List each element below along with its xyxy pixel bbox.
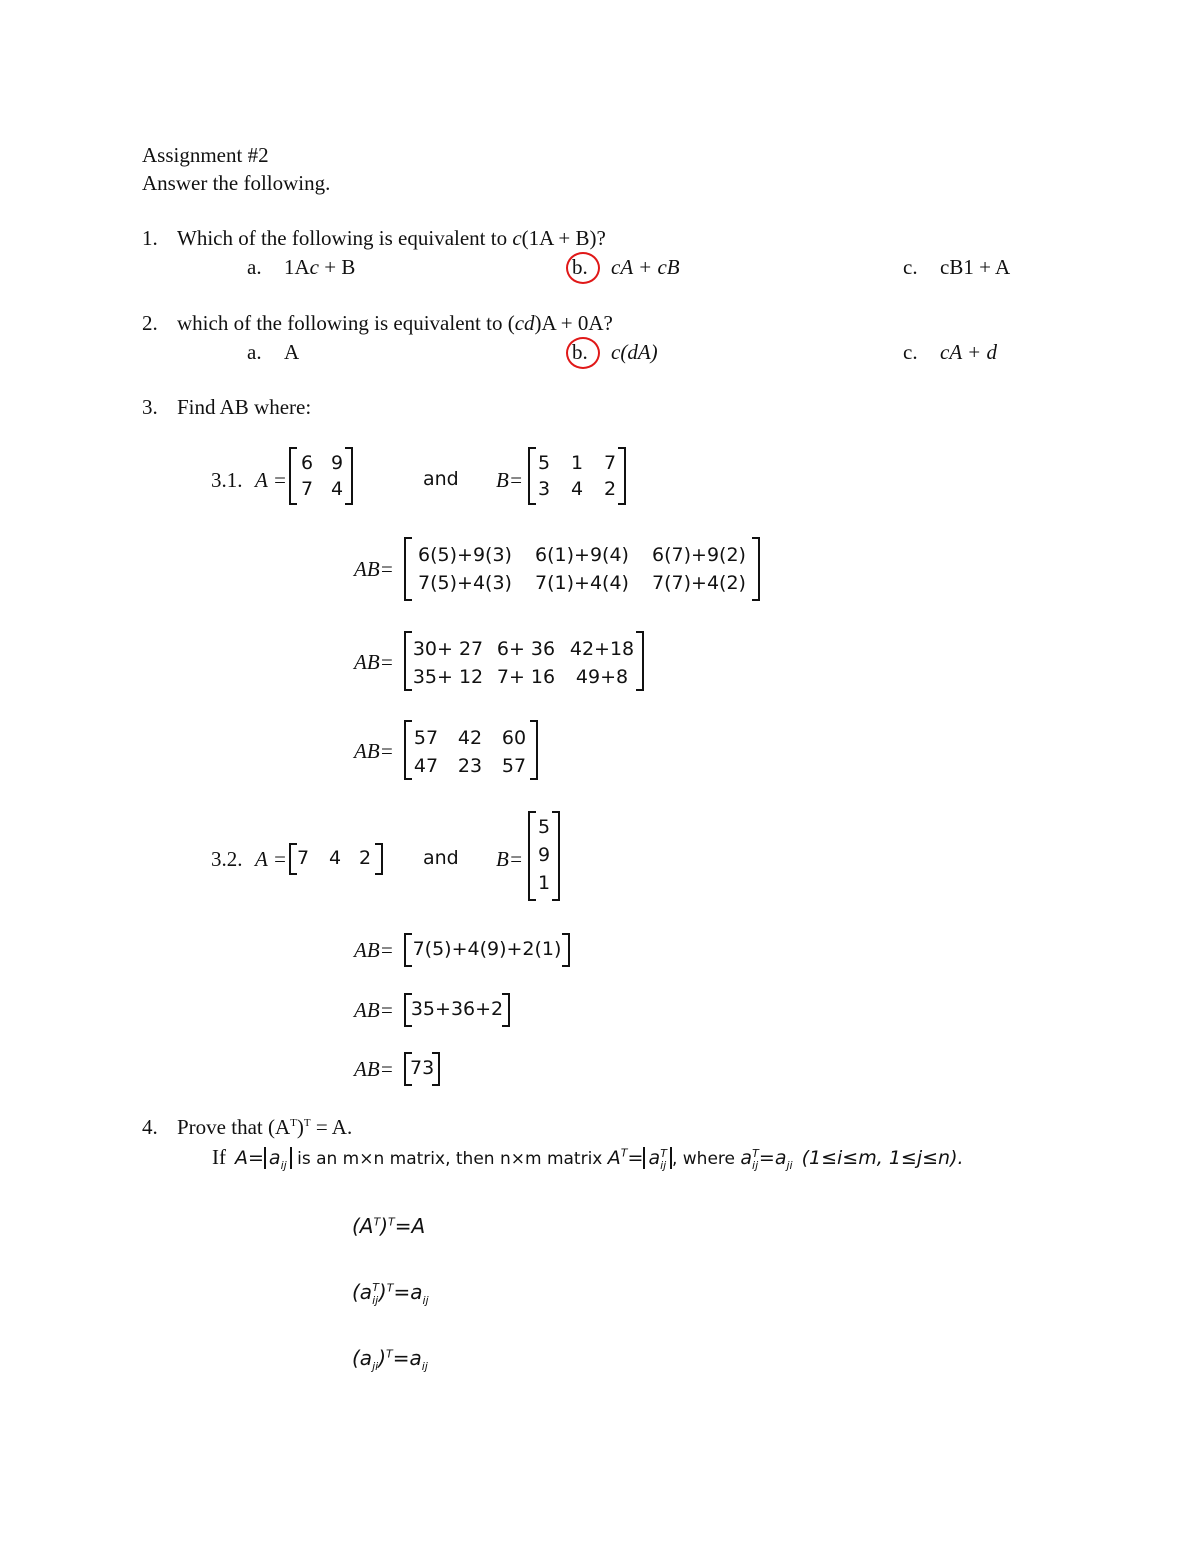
p32-and: and <box>423 847 459 869</box>
q1-option-b[interactable]: cA + cB <box>611 255 680 279</box>
p32-b-cell: 9 <box>537 844 551 866</box>
p31-step2-cell: 42+18 <box>569 638 635 660</box>
p31-b-cell: 5 <box>537 452 551 474</box>
q1-option-b-label: b. <box>572 255 588 279</box>
p31-step2-cell: 6+ 36 <box>496 638 556 660</box>
p31-result-cell: 57 <box>501 755 527 777</box>
def-at-eq: $A^T= a_{ij}^T$ <box>608 1147 672 1169</box>
p31-step2-cell: 49+8 <box>575 666 629 688</box>
p31-a-cell: 4 <box>330 478 344 500</box>
p32-step1-cell: 7(5)+4(9)+2(1) <box>412 938 562 960</box>
q1-text: Which of the following is equivalent to c(1A + B)? <box>177 226 606 250</box>
q2-text: which of the following is equivalent to (cd)A + 0A? <box>177 311 613 335</box>
p32-step2-cell: 35+36+2 <box>410 998 504 1020</box>
p31-b-cell: 2 <box>603 478 617 500</box>
p31-step2-cell: 7+ 16 <box>496 666 556 688</box>
p31-label: 3.1. <box>211 468 243 492</box>
p31-step1-cell: 7(5)+4(3) <box>418 572 512 594</box>
p32-result-cell: 73 <box>410 1057 435 1079</box>
p31-ab-eq: AB= <box>354 557 394 581</box>
p31-b-cell: 1 <box>570 452 584 474</box>
p31-step2-cell: 30+ 27 <box>412 638 484 660</box>
q2-option-b-label: b. <box>572 340 588 364</box>
p32-b-cell: 1 <box>537 872 551 894</box>
p32-b-cell: 5 <box>537 816 551 838</box>
p32-ab-eq: AB= <box>354 1057 394 1081</box>
p32-ab-eq: AB= <box>354 998 394 1022</box>
p31-a-eq: A = <box>255 468 287 492</box>
p32-a-cell: 4 <box>328 847 342 869</box>
q3-text: Find AB where: <box>177 395 312 419</box>
p31-a-cell: 9 <box>330 452 344 474</box>
p31-step2-matrix <box>404 631 644 691</box>
p32-ab-eq: AB= <box>354 938 394 962</box>
p32-matrix-a <box>289 843 383 875</box>
q2-option-b[interactable]: c(dA) <box>611 340 658 364</box>
p31-step1-cell: 7(7)+4(2) <box>652 572 746 594</box>
q1-option-c-label: c. <box>903 255 918 279</box>
proof-line-3: $(a_{ji})^T=a_{ij}$ <box>352 1346 428 1373</box>
p31-step2-cell: 35+ 12 <box>412 666 484 688</box>
q1-option-c[interactable]: cB1 + A <box>940 255 1011 279</box>
p32-step2-matrix <box>404 993 510 1027</box>
p31-matrix-a <box>289 447 353 505</box>
p32-matrix-b <box>528 811 560 901</box>
assignment-title: Assignment #2 <box>142 143 269 167</box>
p32-a-cell: 7 <box>296 847 310 869</box>
p31-result-matrix <box>404 720 538 780</box>
p32-result-matrix <box>404 1052 440 1086</box>
q2-number: 2. <box>142 311 158 335</box>
p31-b-cell: 3 <box>537 478 551 500</box>
p31-ab-eq: AB= <box>354 739 394 763</box>
p31-step1-cell: 7(1)+4(4) <box>535 572 629 594</box>
q4-definition: If $A= a_{ij}$ is an m×n matrix, then n×m matrix $A^T= a_{ij}^T$ , where $a_{ij}^T=a_{ji}$ (1≤i≤m, 1≤j≤n). <box>212 1145 964 1172</box>
p31-b-cell: 4 <box>570 478 584 500</box>
p31-step1-cell: 6(5)+9(3) <box>418 544 512 566</box>
def-elem-eq: $a_{ij}^T=a_{ji}$ <box>740 1146 793 1172</box>
p31-result-cell: 60 <box>501 727 527 749</box>
def-a-eq: $A= a_{ij}$ <box>235 1147 292 1169</box>
q2-option-c-label: c. <box>903 340 918 364</box>
p32-step1-matrix <box>404 933 570 967</box>
p32-a-cell: 2 <box>358 847 372 869</box>
p31-a-cell: 7 <box>300 478 314 500</box>
q2-option-a-label: a. <box>247 340 262 364</box>
p31-matrix-b <box>528 447 626 505</box>
instructions: Answer the following. <box>142 171 331 195</box>
p32-b-eq: B= <box>496 847 523 871</box>
p31-ab-eq: AB= <box>354 650 394 674</box>
p31-b-eq: B= <box>496 468 523 492</box>
p31-step1-cell: 6(1)+9(4) <box>535 544 629 566</box>
proof-line-2: $(a_{ij}^T)^T=a_{ij}$ <box>352 1280 429 1307</box>
p32-label: 3.2. <box>211 847 243 871</box>
q3-number: 3. <box>142 395 158 419</box>
q1-option-a[interactable]: 1Ac + B <box>284 255 356 279</box>
p31-step1-cell: 6(7)+9(2) <box>652 544 746 566</box>
p32-a-eq: A = <box>255 847 287 871</box>
p31-a-cell: 6 <box>300 452 314 474</box>
p31-b-cell: 7 <box>603 452 617 474</box>
p31-and: and <box>423 468 459 490</box>
q4-number: 4. <box>142 1115 158 1139</box>
p31-result-cell: 42 <box>457 727 483 749</box>
q4-text: Prove that $(A^T)^T = A$. <box>177 1115 353 1139</box>
q2-option-a[interactable]: A <box>284 340 300 364</box>
p31-step1-matrix <box>404 537 760 601</box>
p31-result-cell: 57 <box>413 727 439 749</box>
p31-result-cell: 47 <box>413 755 439 777</box>
q1-option-a-label: a. <box>247 255 262 279</box>
q1-number: 1. <box>142 226 158 250</box>
q2-option-c[interactable]: cA + d <box>940 340 997 364</box>
p31-result-cell: 23 <box>457 755 483 777</box>
proof-line-1: $(A^T)^T=A$ <box>352 1214 426 1238</box>
